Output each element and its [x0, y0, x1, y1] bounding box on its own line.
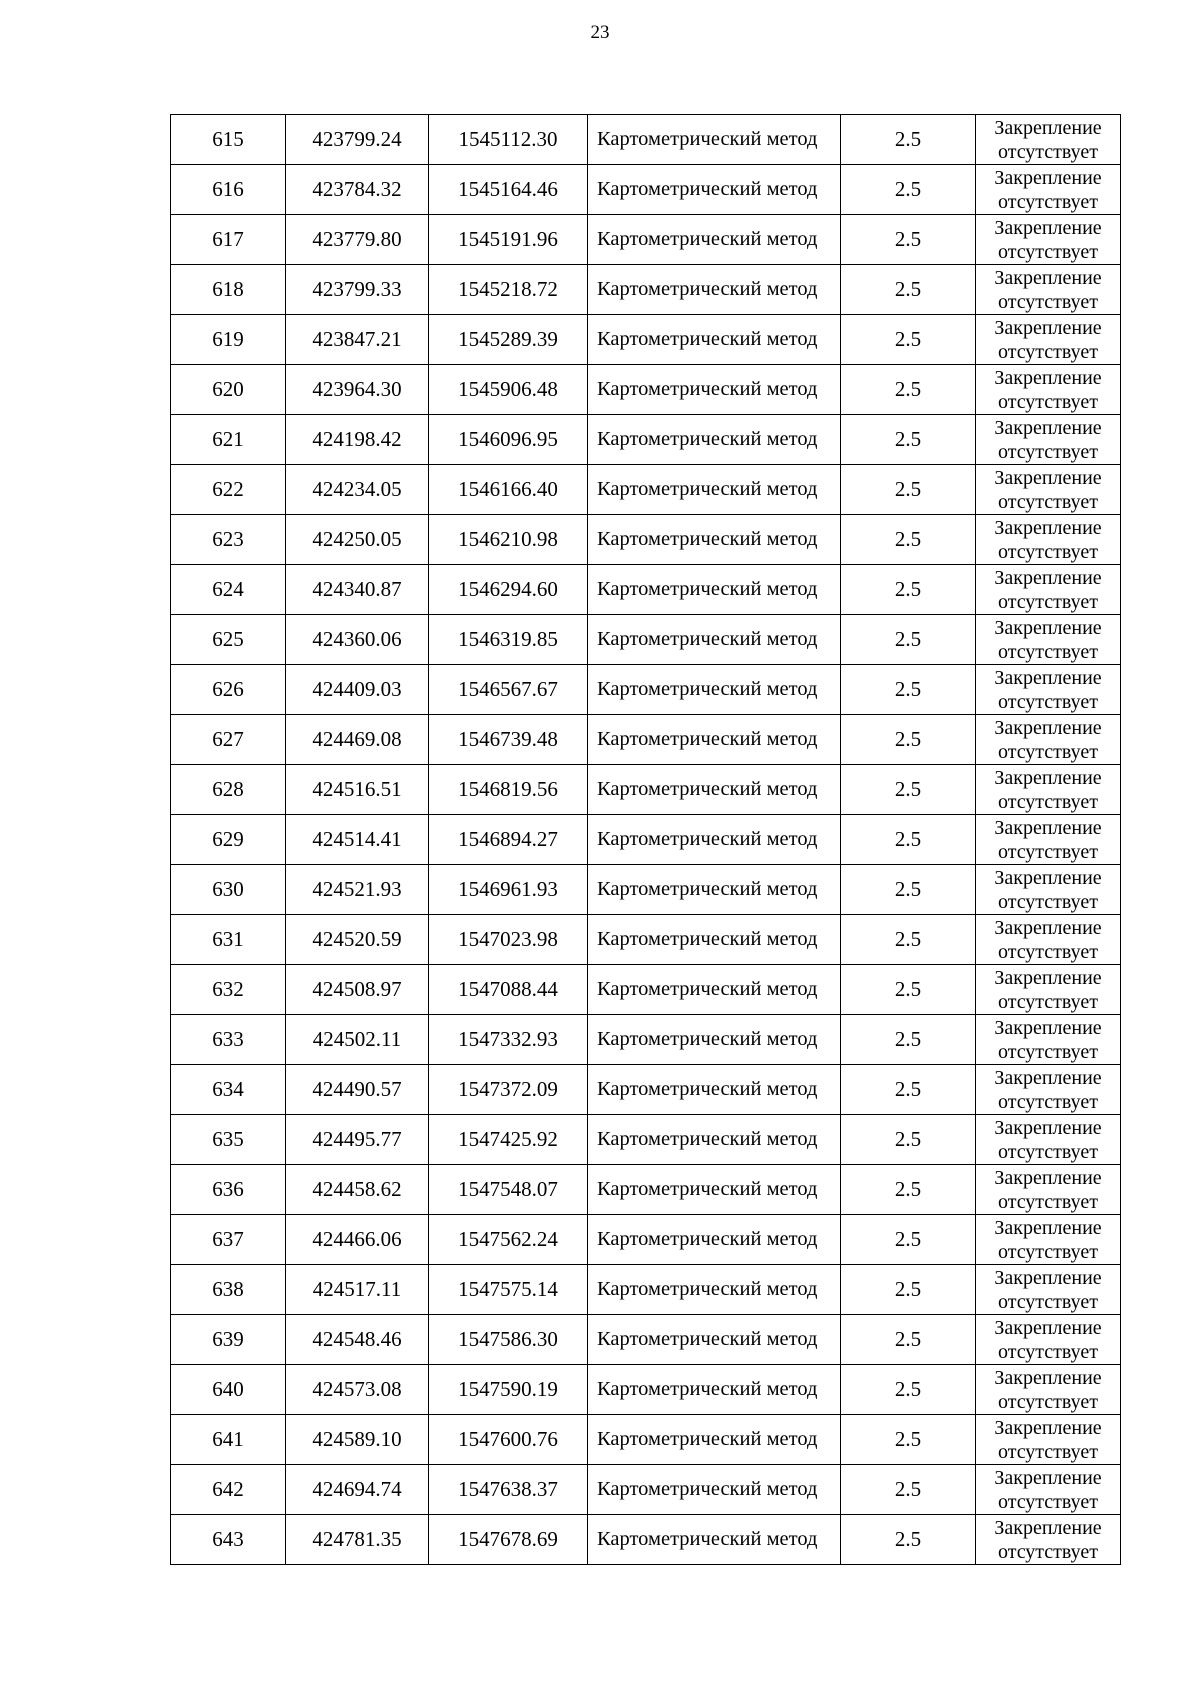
fixation-text: Закрепление: [994, 166, 1102, 189]
method-cell: Картометрический метод: [588, 915, 841, 965]
y-coordinate-cell: 1546166.40: [429, 465, 588, 515]
method-cell: Картометрический метод: [588, 565, 841, 615]
y-coordinate-cell: 1547332.93: [429, 1015, 588, 1065]
x-coordinate-cell: 424516.51: [286, 765, 429, 815]
fixation-cell: [976, 865, 1121, 915]
fixation-cell: [976, 1515, 1121, 1565]
fixation-text: отсутствует: [997, 1440, 1099, 1463]
fixation-text: Закрепление: [994, 966, 1102, 989]
fixation-cell: [976, 415, 1121, 465]
fixation-text: отсутствует: [997, 240, 1099, 263]
table-row: [171, 865, 1121, 915]
fixation-text: отсутствует: [997, 1040, 1099, 1063]
x-coordinate-cell: 424495.77: [286, 1115, 429, 1165]
fixation-text: отсутствует: [997, 1090, 1099, 1113]
accuracy-cell: 2.5: [841, 415, 976, 465]
table-row: [171, 115, 1121, 165]
table-row: [171, 515, 1121, 565]
accuracy-cell: 2.5: [841, 665, 976, 715]
fixation-text: отсутствует: [997, 940, 1099, 963]
fixation-text: Закрепление: [994, 566, 1102, 589]
fixation-text: Закрепление: [994, 866, 1102, 889]
point-number-cell: 617: [171, 215, 286, 265]
method-cell: Картометрический метод: [588, 1515, 841, 1565]
table-row: [171, 1515, 1121, 1565]
fixation-cell: [976, 115, 1121, 165]
method-cell: Картометрический метод: [588, 1015, 841, 1065]
method-cell: Картометрический метод: [588, 465, 841, 515]
fixation-text: отсутствует: [997, 390, 1099, 413]
fixation-text: Закрепление: [994, 1416, 1102, 1439]
fixation-cell: [976, 465, 1121, 515]
fixation-cell: [976, 915, 1121, 965]
method-cell: Картометрический метод: [588, 365, 841, 415]
point-number-cell: 643: [171, 1515, 286, 1565]
fixation-cell: [976, 215, 1121, 265]
fixation-text: Закрепление: [994, 1316, 1102, 1339]
accuracy-cell: 2.5: [841, 765, 976, 815]
fixation-text: отсутствует: [997, 1240, 1099, 1263]
coordinates-table-body: [171, 115, 1121, 1565]
y-coordinate-cell: 1546894.27: [429, 815, 588, 865]
method-cell: Картометрический метод: [588, 965, 841, 1015]
table-row: [171, 165, 1121, 215]
fixation-cell: [976, 665, 1121, 715]
accuracy-cell: 2.5: [841, 515, 976, 565]
fixation-cell: [976, 565, 1121, 615]
fixation-text: отсутствует: [997, 290, 1099, 313]
point-number-cell: 640: [171, 1365, 286, 1415]
method-cell: Картометрический метод: [588, 165, 841, 215]
accuracy-cell: 2.5: [841, 1115, 976, 1165]
x-coordinate-cell: 424198.42: [286, 415, 429, 465]
x-coordinate-cell: 423799.33: [286, 265, 429, 315]
y-coordinate-cell: 1546096.95: [429, 415, 588, 465]
fixation-text: отсутствует: [997, 1290, 1099, 1313]
y-coordinate-cell: 1547678.69: [429, 1515, 588, 1565]
fixation-text: отсутствует: [997, 790, 1099, 813]
accuracy-cell: 2.5: [841, 965, 976, 1015]
x-coordinate-cell: 424340.87: [286, 565, 429, 615]
method-cell: Картометрический метод: [588, 765, 841, 815]
point-number-cell: 634: [171, 1065, 286, 1115]
accuracy-cell: 2.5: [841, 1265, 976, 1315]
accuracy-cell: 2.5: [841, 1015, 976, 1065]
y-coordinate-cell: 1545906.48: [429, 365, 588, 415]
fixation-text: отсутствует: [997, 490, 1099, 513]
table-row: [171, 1015, 1121, 1065]
y-coordinate-cell: 1547425.92: [429, 1115, 588, 1165]
method-cell: Картометрический метод: [588, 665, 841, 715]
page-number: 23: [590, 22, 610, 43]
table-row: [171, 415, 1121, 465]
point-number-cell: 625: [171, 615, 286, 665]
fixation-text: Закрепление: [994, 366, 1102, 389]
fixation-text: Закрепление: [994, 1466, 1102, 1489]
method-cell: Картометрический метод: [588, 1315, 841, 1365]
fixation-text: отсутствует: [997, 990, 1099, 1013]
fixation-text: Закрепление: [994, 1516, 1102, 1539]
y-coordinate-cell: 1546961.93: [429, 865, 588, 915]
point-number-cell: 630: [171, 865, 286, 915]
point-number-cell: 621: [171, 415, 286, 465]
point-number-cell: 623: [171, 515, 286, 565]
point-number-cell: 619: [171, 315, 286, 365]
y-coordinate-cell: 1545191.96: [429, 215, 588, 265]
accuracy-cell: 2.5: [841, 465, 976, 515]
accuracy-cell: 2.5: [841, 615, 976, 665]
fixation-text: Закрепление: [994, 316, 1102, 339]
point-number-cell: 615: [171, 115, 286, 165]
fixation-cell: [976, 1365, 1121, 1415]
fixation-text: Закрепление: [994, 466, 1102, 489]
table-row: [171, 765, 1121, 815]
fixation-text: Закрепление: [994, 616, 1102, 639]
fixation-text: Закрепление: [994, 1366, 1102, 1389]
x-coordinate-cell: 424360.06: [286, 615, 429, 665]
method-cell: Картометрический метод: [588, 615, 841, 665]
fixation-cell: [976, 1215, 1121, 1265]
fixation-cell: [976, 1315, 1121, 1365]
accuracy-cell: 2.5: [841, 1465, 976, 1515]
table-row: [171, 815, 1121, 865]
accuracy-cell: 2.5: [841, 165, 976, 215]
x-coordinate-cell: 424589.10: [286, 1415, 429, 1465]
method-cell: Картометрический метод: [588, 1165, 841, 1215]
y-coordinate-cell: 1546739.48: [429, 715, 588, 765]
accuracy-cell: 2.5: [841, 315, 976, 365]
fixation-cell: [976, 1115, 1121, 1165]
fixation-text: Закрепление: [994, 816, 1102, 839]
table-row: [171, 1115, 1121, 1165]
fixation-text: Закрепление: [994, 116, 1102, 139]
accuracy-cell: 2.5: [841, 815, 976, 865]
y-coordinate-cell: 1547562.24: [429, 1215, 588, 1265]
x-coordinate-cell: 424458.62: [286, 1165, 429, 1215]
fixation-cell: [976, 1065, 1121, 1115]
x-coordinate-cell: 423964.30: [286, 365, 429, 415]
fixation-cell: [976, 965, 1121, 1015]
fixation-text: отсутствует: [997, 840, 1099, 863]
y-coordinate-cell: 1546294.60: [429, 565, 588, 615]
point-number-cell: 622: [171, 465, 286, 515]
point-number-cell: 638: [171, 1265, 286, 1315]
method-cell: Картометрический метод: [588, 715, 841, 765]
point-number-cell: 635: [171, 1115, 286, 1165]
table-row: [171, 1065, 1121, 1115]
table-row: [171, 465, 1121, 515]
accuracy-cell: 2.5: [841, 1315, 976, 1365]
table-row: [171, 315, 1121, 365]
fixation-text: отсутствует: [997, 440, 1099, 463]
point-number-cell: 642: [171, 1465, 286, 1515]
y-coordinate-cell: 1546819.56: [429, 765, 588, 815]
y-coordinate-cell: 1545164.46: [429, 165, 588, 215]
accuracy-cell: 2.5: [841, 1065, 976, 1115]
accuracy-cell: 2.5: [841, 915, 976, 965]
x-coordinate-cell: 424409.03: [286, 665, 429, 715]
fixation-text: отсутствует: [997, 1490, 1099, 1513]
fixation-text: отсутствует: [997, 640, 1099, 663]
accuracy-cell: 2.5: [841, 1515, 976, 1565]
point-number-cell: 627: [171, 715, 286, 765]
table-row: [171, 1165, 1121, 1215]
fixation-text: Закрепление: [994, 916, 1102, 939]
x-coordinate-cell: 423784.32: [286, 165, 429, 215]
fixation-text: отсутствует: [997, 890, 1099, 913]
fixation-text: Закрепление: [994, 666, 1102, 689]
table-row: [171, 1265, 1121, 1315]
point-number-cell: 631: [171, 915, 286, 965]
method-cell: Картометрический метод: [588, 1415, 841, 1465]
fixation-text: Закрепление: [994, 516, 1102, 539]
x-coordinate-cell: 424517.11: [286, 1265, 429, 1315]
method-cell: Картометрический метод: [588, 1465, 841, 1515]
x-coordinate-cell: 423847.21: [286, 315, 429, 365]
fixation-text: Закрепление: [994, 216, 1102, 239]
y-coordinate-cell: 1546567.67: [429, 665, 588, 715]
fixation-text: отсутствует: [997, 1390, 1099, 1413]
accuracy-cell: 2.5: [841, 1415, 976, 1465]
fixation-text: Закрепление: [994, 416, 1102, 439]
fixation-text: Закрепление: [994, 266, 1102, 289]
method-cell: Картометрический метод: [588, 865, 841, 915]
point-number-cell: 641: [171, 1415, 286, 1465]
method-cell: Картометрический метод: [588, 1265, 841, 1315]
y-coordinate-cell: 1545218.72: [429, 265, 588, 315]
x-coordinate-cell: 424520.59: [286, 915, 429, 965]
x-coordinate-cell: 424502.11: [286, 1015, 429, 1065]
accuracy-cell: 2.5: [841, 265, 976, 315]
x-coordinate-cell: 423799.24: [286, 115, 429, 165]
point-number-cell: 639: [171, 1315, 286, 1365]
y-coordinate-cell: 1547590.19: [429, 1365, 588, 1415]
fixation-text: Закрепление: [994, 1166, 1102, 1189]
x-coordinate-cell: 423779.80: [286, 215, 429, 265]
y-coordinate-cell: 1545112.30: [429, 115, 588, 165]
y-coordinate-cell: 1547575.14: [429, 1265, 588, 1315]
fixation-text: отсутствует: [997, 590, 1099, 613]
table-row: [171, 615, 1121, 665]
accuracy-cell: 2.5: [841, 115, 976, 165]
y-coordinate-cell: 1546319.85: [429, 615, 588, 665]
point-number-cell: 632: [171, 965, 286, 1015]
point-number-cell: 624: [171, 565, 286, 615]
accuracy-cell: 2.5: [841, 865, 976, 915]
x-coordinate-cell: 424469.08: [286, 715, 429, 765]
fixation-cell: [976, 815, 1121, 865]
method-cell: Картометрический метод: [588, 215, 841, 265]
fixation-cell: [976, 315, 1121, 365]
table-row: [171, 265, 1121, 315]
method-cell: Картометрический метод: [588, 415, 841, 465]
y-coordinate-cell: 1547586.30: [429, 1315, 588, 1365]
table-row: [171, 665, 1121, 715]
fixation-cell: [976, 165, 1121, 215]
fixation-cell: [976, 1265, 1121, 1315]
accuracy-cell: 2.5: [841, 215, 976, 265]
method-cell: Картометрический метод: [588, 1365, 841, 1415]
fixation-text: отсутствует: [997, 340, 1099, 363]
fixation-text: Закрепление: [994, 1116, 1102, 1139]
fixation-cell: [976, 615, 1121, 665]
fixation-text: Закрепление: [994, 1266, 1102, 1289]
table-row: [171, 715, 1121, 765]
fixation-text: отсутствует: [997, 1190, 1099, 1213]
fixation-cell: [976, 1015, 1121, 1065]
accuracy-cell: 2.5: [841, 1165, 976, 1215]
fixation-cell: [976, 265, 1121, 315]
fixation-cell: [976, 765, 1121, 815]
x-coordinate-cell: 424508.97: [286, 965, 429, 1015]
fixation-text: отсутствует: [997, 690, 1099, 713]
fixation-text: Закрепление: [994, 716, 1102, 739]
fixation-text: Закрепление: [994, 766, 1102, 789]
y-coordinate-cell: 1547023.98: [429, 915, 588, 965]
table-row: [171, 1315, 1121, 1365]
method-cell: Картометрический метод: [588, 1065, 841, 1115]
fixation-cell: [976, 1165, 1121, 1215]
table-row: [171, 1465, 1121, 1515]
point-number-cell: 616: [171, 165, 286, 215]
fixation-text: отсутствует: [997, 1340, 1099, 1363]
point-number-cell: 628: [171, 765, 286, 815]
fixation-cell: [976, 715, 1121, 765]
method-cell: Картометрический метод: [588, 815, 841, 865]
x-coordinate-cell: 424250.05: [286, 515, 429, 565]
fixation-cell: [976, 1465, 1121, 1515]
accuracy-cell: 2.5: [841, 365, 976, 415]
method-cell: Картометрический метод: [588, 1215, 841, 1265]
method-cell: Картометрический метод: [588, 1115, 841, 1165]
fixation-text: отсутствует: [997, 190, 1099, 213]
table-row: [171, 1365, 1121, 1415]
x-coordinate-cell: 424466.06: [286, 1215, 429, 1265]
y-coordinate-cell: 1546210.98: [429, 515, 588, 565]
accuracy-cell: 2.5: [841, 565, 976, 615]
x-coordinate-cell: 424781.35: [286, 1515, 429, 1565]
fixation-text: Закрепление: [994, 1066, 1102, 1089]
y-coordinate-cell: 1547548.07: [429, 1165, 588, 1215]
point-number-cell: 626: [171, 665, 286, 715]
table-row: [171, 565, 1121, 615]
accuracy-cell: 2.5: [841, 715, 976, 765]
point-number-cell: 620: [171, 365, 286, 415]
y-coordinate-cell: 1547088.44: [429, 965, 588, 1015]
y-coordinate-cell: 1547372.09: [429, 1065, 588, 1115]
fixation-text: отсутствует: [997, 740, 1099, 763]
y-coordinate-cell: 1545289.39: [429, 315, 588, 365]
fixation-text: отсутствует: [997, 540, 1099, 563]
fixation-text: отсутствует: [997, 1540, 1099, 1563]
method-cell: Картометрический метод: [588, 515, 841, 565]
y-coordinate-cell: 1547638.37: [429, 1465, 588, 1515]
table-row: [171, 915, 1121, 965]
fixation-text: Закрепление: [994, 1216, 1102, 1239]
x-coordinate-cell: 424490.57: [286, 1065, 429, 1115]
accuracy-cell: 2.5: [841, 1365, 976, 1415]
method-cell: Картометрический метод: [588, 115, 841, 165]
coordinates-table: [170, 114, 1121, 1565]
x-coordinate-cell: 424694.74: [286, 1465, 429, 1515]
fixation-text: Закрепление: [994, 1016, 1102, 1039]
table-row: [171, 1415, 1121, 1465]
fixation-cell: [976, 515, 1121, 565]
x-coordinate-cell: 424521.93: [286, 865, 429, 915]
table-row: [171, 215, 1121, 265]
table-row: [171, 965, 1121, 1015]
point-number-cell: 637: [171, 1215, 286, 1265]
table-row: [171, 1215, 1121, 1265]
method-cell: Картометрический метод: [588, 315, 841, 365]
y-coordinate-cell: 1547600.76: [429, 1415, 588, 1465]
x-coordinate-cell: 424548.46: [286, 1315, 429, 1365]
method-cell: Картометрический метод: [588, 265, 841, 315]
table-row: [171, 365, 1121, 415]
point-number-cell: 636: [171, 1165, 286, 1215]
fixation-cell: [976, 1415, 1121, 1465]
accuracy-cell: 2.5: [841, 1215, 976, 1265]
fixation-text: отсутствует: [997, 1140, 1099, 1163]
fixation-text: отсутствует: [997, 140, 1099, 163]
x-coordinate-cell: 424234.05: [286, 465, 429, 515]
fixation-cell: [976, 365, 1121, 415]
x-coordinate-cell: 424514.41: [286, 815, 429, 865]
point-number-cell: 633: [171, 1015, 286, 1065]
point-number-cell: 618: [171, 265, 286, 315]
point-number-cell: 629: [171, 815, 286, 865]
x-coordinate-cell: 424573.08: [286, 1365, 429, 1415]
